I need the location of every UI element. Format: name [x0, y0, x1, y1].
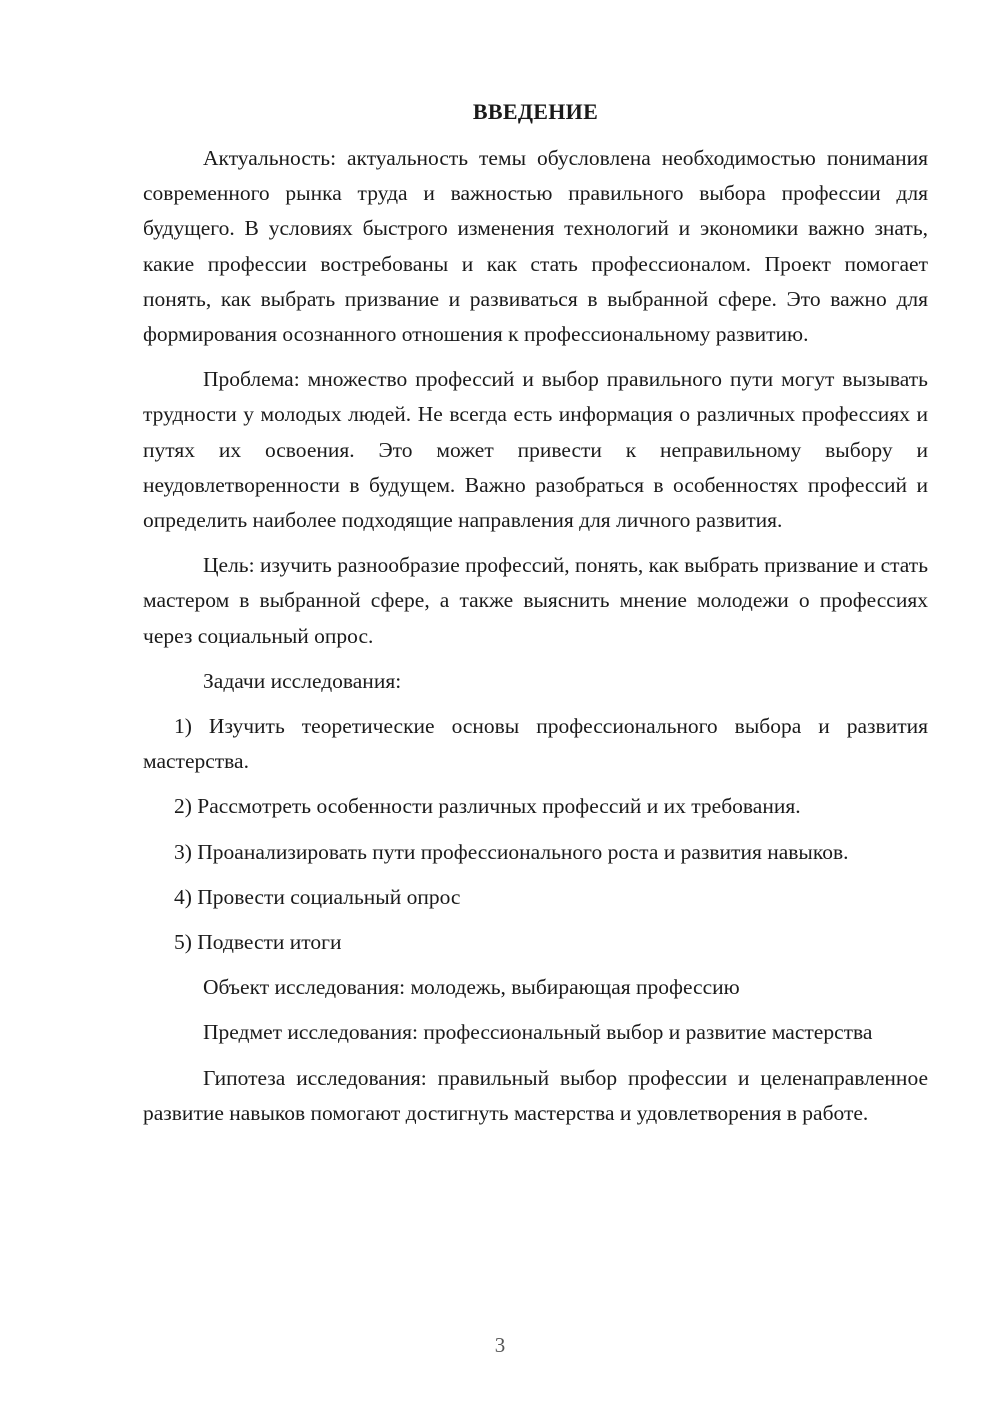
tasks-list	[143, 709, 928, 960]
list-item: 3) Проанализировать пути профессионального роста и развития навыков.	[174, 839, 849, 864]
paragraph-relevance: Актуальность: актуальность темы обусловлена необходимостью понимания современного рынка труда и важностью правильного выбора профессии для будущего. В условиях быстрого изменения технологий и экономики важно знать, какие профессии востребованы и как стать профессионалом. Проект помогает понять, как выбрать призвание и развиваться в выбранной сфере. Это важно для формирования осознанного отношения к профессиональному развитию.	[143, 146, 928, 347]
list-item: 4) Провести социальный опрос	[174, 884, 461, 909]
list-item: 2) Рассмотреть особенности различных профессий и их требования.	[174, 794, 801, 819]
page-title: ВВЕДЕНИЕ	[472, 99, 599, 124]
document-page	[143, 94, 928, 1131]
paragraph-goal: Цель: изучить разнообразие профессий, понять, как выбрать призвание и стать мастером в выбранной сфере, а также выяснить мнение молодежи о профессиях через социальный опрос.	[143, 553, 928, 648]
paragraph-subject: Предмет исследования: профессиональный выбор и развитие мастерства	[203, 1020, 873, 1045]
tasks-heading: Задачи исследования:	[203, 668, 402, 693]
list-item: 1) Изучить теоретические основы профессионального выбора и развития мастерства.	[143, 714, 928, 774]
paragraph-hypothesis: Гипотеза исследования: правильный выбор профессии и целенаправленное развитие навыков помогают достигнуть мастерства и удовлетворения в работе.	[143, 1065, 928, 1125]
page-number: 3	[494, 1333, 506, 1357]
list-item: 5) Подвести итоги	[174, 930, 342, 955]
paragraph-problem: Проблема: множество профессий и выбор правильного пути могут вызывать трудности у молодых людей. Не всегда есть информация о различных профессиях и путях их освоения. Это может привести к неправильному выбору и неудовлетворенности в будущем. Важно разобраться в особенностях профессий и определить наиболее подходящие направления для личного развития.	[143, 367, 928, 533]
paragraph-object: Объект исследования: молодежь, выбирающая профессию	[203, 975, 740, 1000]
